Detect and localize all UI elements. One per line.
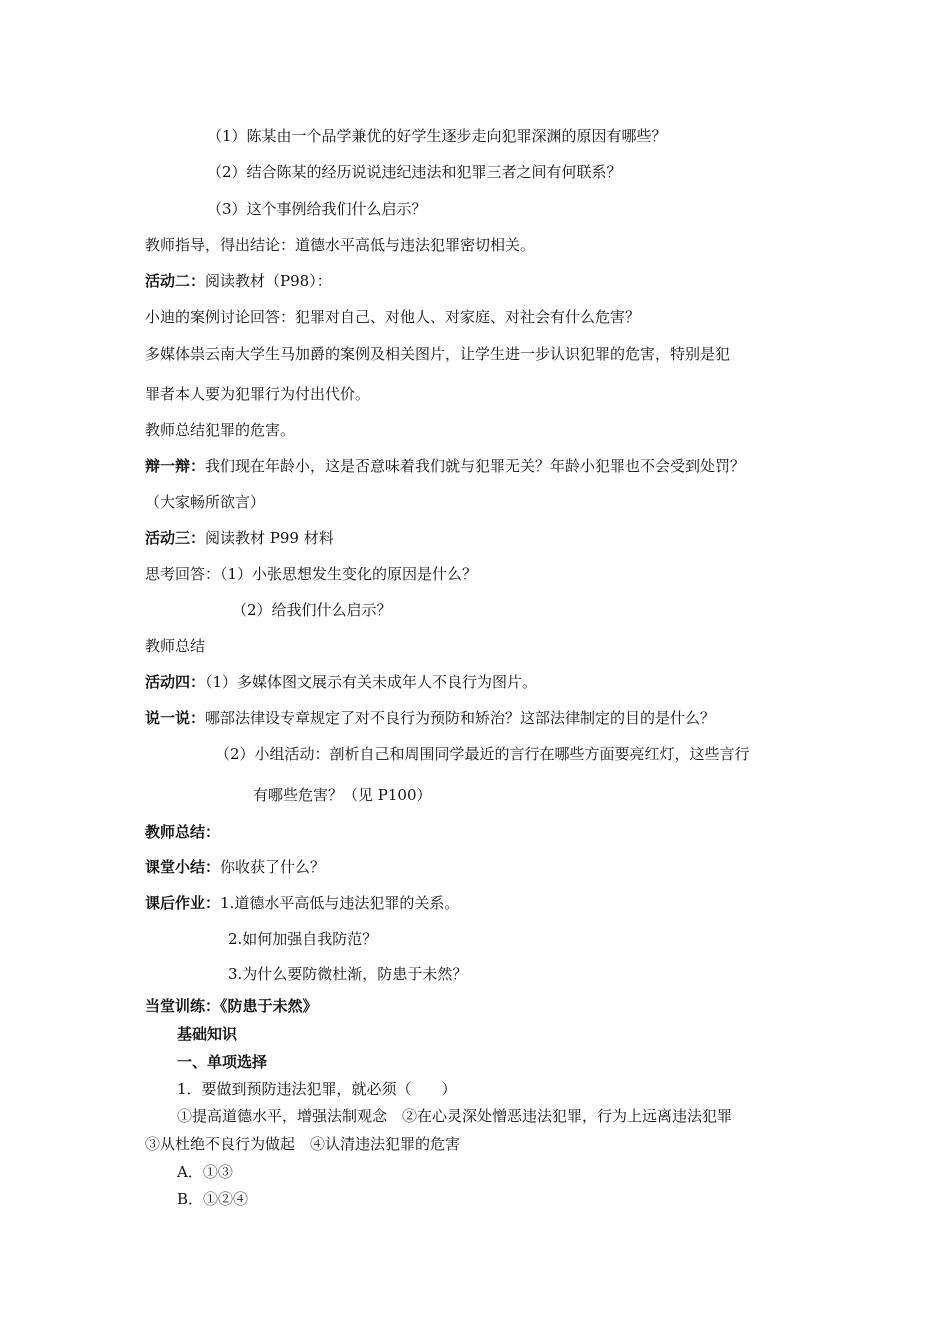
homework-label: 课后作业： [145, 894, 221, 912]
homework [145, 893, 459, 913]
think-question-2: （2）给我们什么启示？ [232, 601, 392, 619]
exercise-options-line-2: ③从杜绝不良行为做起 ④认清违法犯罪的危害 [145, 1135, 461, 1153]
activity-2-text: 阅读教材（P98）： [205, 272, 332, 290]
question-3: （3）这个事例给我们什么启示？ [207, 200, 427, 218]
homework-item-3: 3.为什么要防微杜渐，防患于未然？ [228, 965, 468, 983]
debate-label: 辩一辩： [145, 457, 206, 475]
say-label: 说一说： [145, 709, 206, 727]
class-summary-text: 你收获了什么？ [220, 858, 326, 876]
activity-3 [145, 528, 334, 548]
debate-text: 我们现在年龄小，这是否意味着我们就与犯罪无关？年龄小犯罪也不会受到处罚？ [205, 457, 746, 475]
activity-4-text: （1）多媒体图文展示有关未成年人不良行为图片。 [205, 673, 538, 691]
homework-item-2: 2.如何加强自我防范？ [228, 930, 378, 948]
exercise-subsection: 一、单项选择 [177, 1053, 268, 1071]
media-case-line-1: 多媒体祟云南大学生马加爵的案例及相关图片，让学生进一步认识犯罪的危害，特别是犯 [145, 345, 731, 363]
media-case-line-2: 罪者本人要为犯罪行为付出代价。 [145, 385, 371, 403]
teacher-summary-3: 教师总结： [145, 823, 221, 841]
think-question-1: 思考回答：（1）小张思想发生变化的原因是什么？ [145, 565, 478, 583]
debate [145, 456, 745, 476]
teacher-conclusion: 教师指导，得出结论：道德水平高低与违法犯罪密切相关。 [145, 236, 536, 254]
homework-item-1: 1.道德水平高低与违法犯罪的关系。 [220, 894, 460, 912]
activity-2 [145, 271, 332, 291]
debate-note: （大家畅所欲言） [145, 493, 266, 511]
group-activity-line-1: （2）小组活动：剖析自己和周围同学最近的言行在哪些方面要亮红灯，这些言行 [215, 745, 750, 763]
activity-3-label: 活动三： [145, 529, 206, 547]
choice-b: B．①②④ [177, 1190, 249, 1208]
activity-3-text: 阅读教材 P99 材料 [205, 529, 334, 547]
xiaodi-discussion: 小迪的案例讨论回答：犯罪对自己、对他人、对家庭、对社会有什么危害？ [145, 308, 641, 326]
choice-a: A．①③ [177, 1163, 233, 1181]
say-text: 哪部法律设专章规定了对不良行为预防和矫治？这部法律制定的目的是什么？ [205, 709, 716, 727]
teacher-summary-harm: 教师总结犯罪的危害。 [145, 421, 296, 439]
teacher-summary-2: 教师总结 [145, 637, 206, 655]
exercise-section: 基础知识 [177, 1025, 238, 1043]
exercise-title: 当堂训练：《防患于未然》 [145, 997, 318, 1015]
group-activity-line-2: 有哪些危害？（见 P100） [253, 786, 432, 804]
activity-2-label: 活动二： [145, 272, 206, 290]
exercise-question-1: 1．要做到预防违法犯罪，就必须（ ） [177, 1080, 457, 1098]
class-summary-label: 课堂小结： [145, 858, 221, 876]
say-it [145, 708, 715, 728]
question-2: （2）结合陈某的经历说说违纪违法和犯罪三者之间有何联系？ [207, 163, 622, 181]
activity-4-label: 活动四： [145, 673, 206, 691]
question-1: （1）陈某由一个品学兼优的好学生逐步走向犯罪深渊的原因有哪些？ [207, 127, 667, 145]
class-summary [145, 857, 325, 877]
activity-4 [145, 672, 537, 692]
exercise-options-line-1: ①提高道德水平，增强法制观念 ②在心灵深处憎恶违法犯罪，行为上远离违法犯罪 [177, 1107, 733, 1125]
